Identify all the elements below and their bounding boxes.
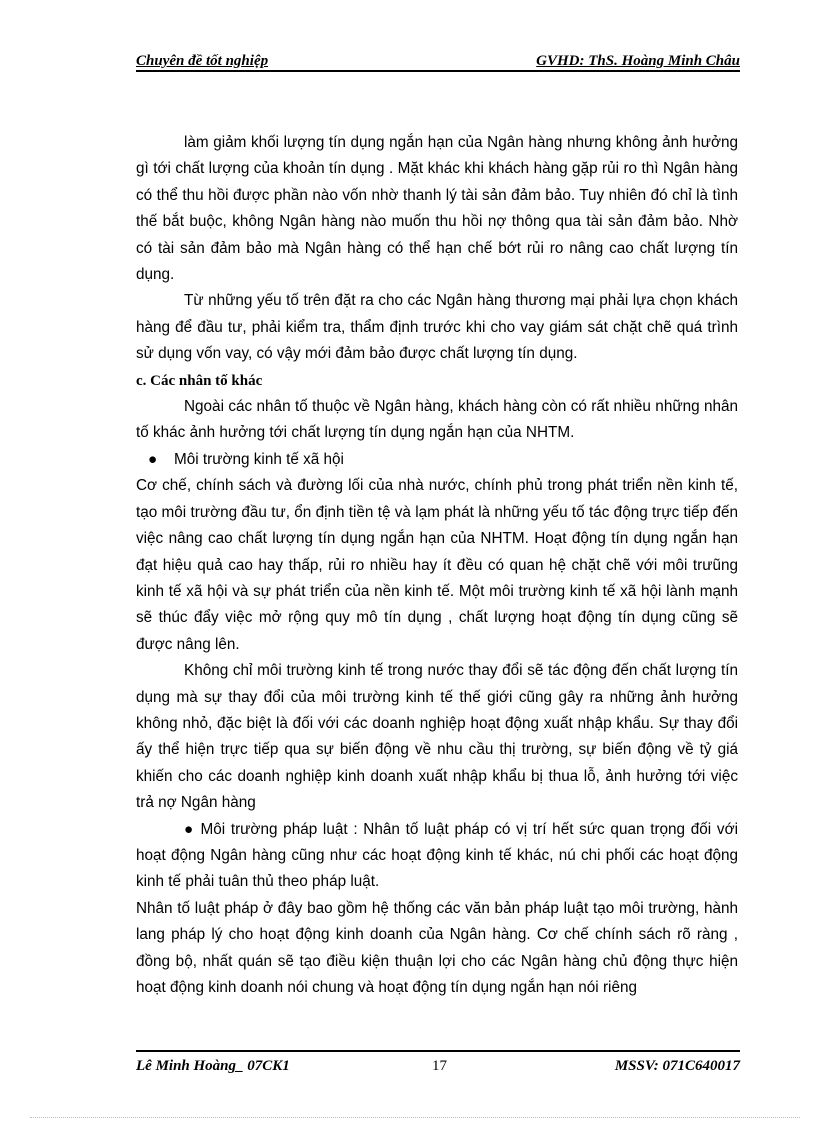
bullet-text: Môi trường kinh tế xã hội — [174, 450, 344, 468]
paragraph-text: Môi trường pháp luật : Nhân tố luật pháp có vị trí hết sức quan trọng đối với hoạt động Ngân hàng cũng như các hoạt động kinh tế khác, nú chi phối các hoạt động kinh tế phải tuân thủ theo pháp luật. — [136, 820, 738, 891]
bullet-item — [136, 447, 738, 473]
bullet-icon: ● — [148, 450, 158, 468]
paragraph: làm giảm khối lượng tín dụng ngắn hạn của Ngân hàng nhưng không ảnh hưởng gì tới chất lượng của khoản tín dụng . Mặt khác khi khách hàng gặp rủi ro thì Ngân hàng có thể thu hồi được phần nào vốn nhờ thanh lý tài sản đảm bảo. Tuy nhiên đó chỉ là tình thế bắt buộc, không Ngân hàng nào muốn thu hồi nợ thông qua tài sản đảm bảo. Nhờ có tài sản đảm bảo mà Ngân hàng có thể hạn chế bớt rủi ro nâng cao chất lượng tín dụng. — [136, 134, 738, 284]
section-heading: c. Các nhân tố khác — [136, 372, 263, 389]
page-edge-divider — [30, 1117, 800, 1118]
footer-author: Lê Minh Hoàng_ 07CK1 — [136, 1057, 290, 1074]
paragraph: Từ những yếu tố trên đặt ra cho các Ngân hàng thương mại phải lựa chọn khách hàng để đầu tư, phải kiểm tra, thẩm định trước khi cho vay giám sát chặt chẽ quá trình sử dụng vốn vay, có vậy mới đảm bảo được chất lượng tín dụng. — [136, 292, 738, 363]
paragraph — [136, 817, 738, 896]
page-footer — [136, 1055, 740, 1077]
footer-student-id: MSSV: 071C640017 — [614, 1057, 740, 1074]
page-number: 17 — [432, 1057, 447, 1074]
header-title: Chuyên đề tốt nghiệp — [136, 53, 269, 69]
footer-rule — [136, 1050, 740, 1052]
header-advisor: GVHD: ThS. Hoàng Minh Châu — [536, 53, 740, 69]
paragraph: Nhân tố luật pháp ở đây bao gồm hệ thống các văn bản pháp luật tạo môi trường, hành lang pháp lý cho hoạt động kinh doanh của Ngân hàng. Cơ chế chính sách rõ ràng , đồng bộ, nhất quán sẽ tạo điều kiện thuận lợi cho các Ngân hàng chủ động thực hiện hoạt động kinh doanh nói chung và hoạt động tín dụng ngắn hạn nói riêng — [136, 899, 738, 996]
document-body — [136, 130, 738, 1001]
page-header — [136, 48, 740, 72]
bullet-icon: ● — [184, 820, 195, 838]
paragraph: Ngoài các nhân tố thuộc về Ngân hàng, khách hàng còn có rất nhiều những nhân tố khác ảnh hưởng tới chất lượng tín dụng ngắn hạn của NHTM. — [136, 398, 738, 442]
paragraph: Cơ chế, chính sách và đường lối của nhà nước, chính phủ trong phát triển nền kinh tế, tạo môi trường đầu tư, ổn định tiền tệ và lạm phát là những yếu tố tác động trực tiếp đến việc nâng cao chất lượng tín dụng ngắn hạn của NHTM. Hoạt động tín dụng ngắn hạn đạt hiệu quả cao hay thấp, rủi ro nhiều hay ít đều có quan hệ chặt chẽ với môi trưũng kinh tế xã hội và sự phát triển của nền kinh tế. Một môi trường kinh tế xã hội lành mạnh sẽ thúc đẩy việc mở rộng quy mô tín dụng , chất lượng hoạt động tín dụng cũng sẽ được nâng lên. — [136, 477, 738, 653]
paragraph: Không chỉ môi trường kinh tế trong nước thay đổi sẽ tác động đến chất lượng tín dụng mà sự thay đổi của môi trường kinh tế thế giới cũng gây ra những ảnh hưởng không nhỏ, đặc biệt là đối với các doanh nghiệp hoạt động xuất nhập khẩu. Sự thay đổi ấy thể hiện trực tiếp qua sự biến động về nhu cầu thị trường, sự biến động về tỷ giá khiến cho các doanh nghiệp kinh doanh xuất nhập khẩu bị thua lỗ, ảnh hưởng tới việc trả nợ Ngân hàng — [136, 662, 738, 812]
